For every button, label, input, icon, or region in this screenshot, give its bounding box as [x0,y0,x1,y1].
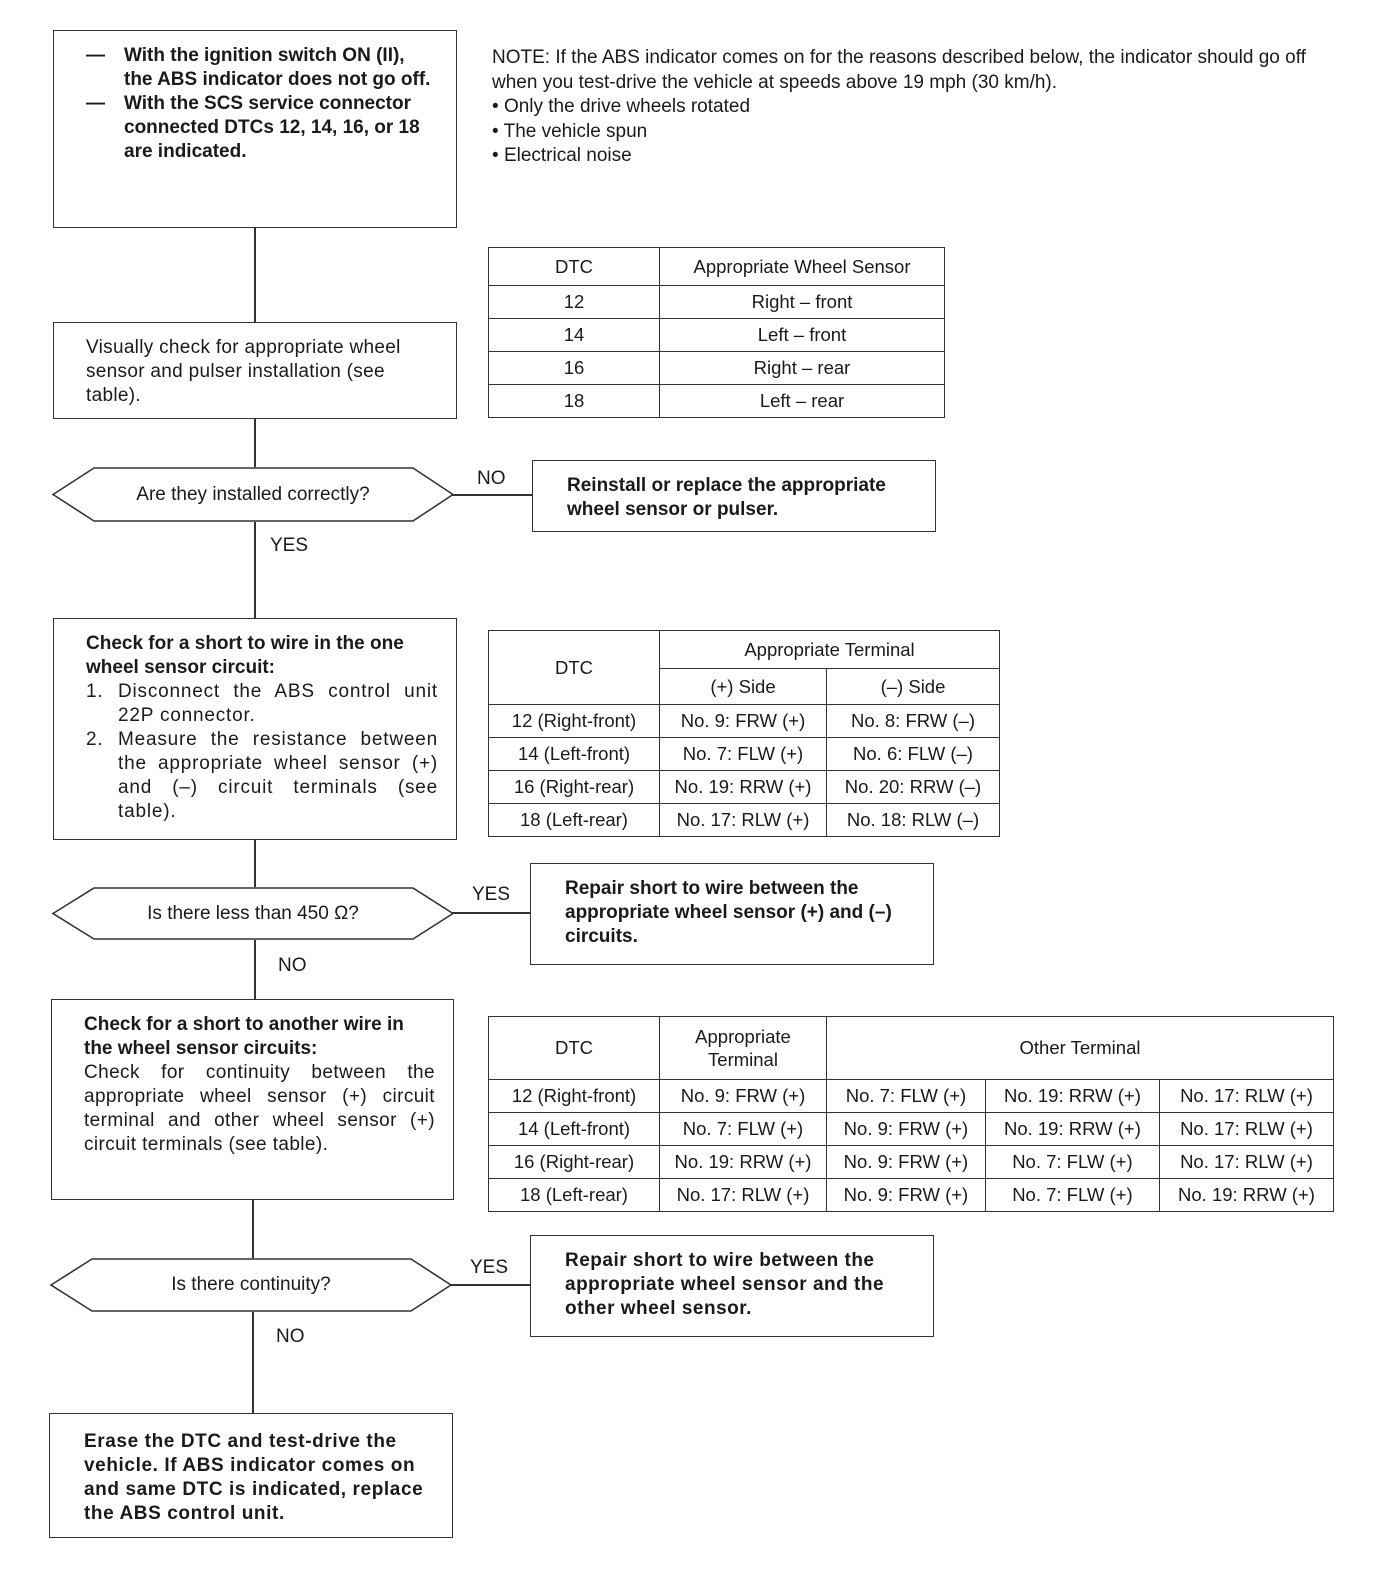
start-condition-box [53,30,457,228]
table2-cell: No. 18: RLW (–) [827,804,1000,837]
table3-cell: No. 19: RRW (+) [985,1113,1159,1146]
table3-cell: No. 7: FLW (+) [660,1113,827,1146]
repair-other-short-text: Repair short to wire between the appropriate wheel sensor and the other wheel sensor. [565,1250,885,1319]
note-block [492,46,1352,169]
table1-cell: Left – rear [660,385,945,418]
visual-check-text: Visually check for appropriate wheel sensor and pulser installation (see table). [86,337,401,406]
table3-header-terminal: Appropriate Terminal [660,1017,827,1080]
table3-header-other: Other Terminal [827,1017,1334,1080]
decision-resistance [52,887,454,940]
note-bullet: • Only the drive wheels rotated [492,95,1352,120]
connector-q2-yes [452,912,532,914]
table1-cell: Right – front [660,286,945,319]
table3-cell: No. 9: FRW (+) [827,1146,986,1179]
other-check-title: Check for a short to another wire in the wheel sensor circuits: [84,1014,404,1059]
other-terminal-table [488,1016,1334,1212]
terminal-table [488,630,1000,837]
table1-cell: 12 [489,286,660,319]
table1-header-sensor: Appropriate Wheel Sensor [660,248,945,286]
table3-cell: No. 7: FLW (+) [985,1179,1159,1212]
decision-installed-correctly [52,467,454,522]
other-check-text: Check for continuity between the appropriate wheel sensor (+) circuit terminal and other wheel sensor (+) circuit terminals (see table). [84,1062,435,1155]
table3-cell: 14 (Left-front) [489,1113,660,1146]
connector-q1-short [254,522,256,618]
repair-other-short-box [530,1235,934,1337]
table3-cell: No. 9: FRW (+) [660,1080,827,1113]
q2-yes-label: YES [472,884,511,905]
connector-visual-q1 [254,419,256,467]
q1-yes-label: YES [270,535,309,556]
table1-cell: 18 [489,385,660,418]
q3-no-label: NO [276,1326,305,1347]
connector-q3-end [252,1312,254,1413]
note-text: NOTE: If the ABS indicator comes on for the reasons described below, the indicator should go off when you test-drive the vehicle at speeds above 19 mph (30 km/h). [492,47,1306,93]
note-bullet: • Electrical noise [492,144,1352,169]
q1-no-label: NO [477,468,506,489]
connector-q1-no [452,494,532,496]
table2-cell: No. 20: RRW (–) [827,771,1000,804]
start-condition-item: — With the SCS service connector connected DTCs 12, 14, 16, or 18 are indicated. [86,92,438,164]
connector-q3-yes [450,1284,530,1286]
table3-cell: No. 7: FLW (+) [827,1080,986,1113]
repair-short-text: Repair short to wire between the appropriate wheel sensor (+) and (–) circuits. [565,878,892,947]
decision-text: Is there less than 450 Ω? [147,902,359,924]
table2-cell: 12 (Right-front) [489,705,660,738]
table1-cell: 14 [489,319,660,352]
table3-cell: No. 17: RLW (+) [1159,1080,1333,1113]
table2-cell: No. 9: FRW (+) [660,705,827,738]
table2-header-dtc: DTC [489,631,660,705]
other-check-box [51,999,454,1200]
table3-cell: No. 19: RRW (+) [660,1146,827,1179]
table3-cell: 16 (Right-rear) [489,1146,660,1179]
connector-short-q2 [254,840,256,887]
table2-cell: No. 8: FRW (–) [827,705,1000,738]
table2-cell: 14 (Left-front) [489,738,660,771]
note-bullet: • The vehicle spun [492,120,1352,145]
table3-cell: No. 17: RLW (+) [1159,1113,1333,1146]
table3-header-dtc: DTC [489,1017,660,1080]
table1-cell: Right – rear [660,352,945,385]
table3-cell: No. 17: RLW (+) [1159,1146,1333,1179]
table2-cell: 16 (Right-rear) [489,771,660,804]
table3-cell: 18 (Left-rear) [489,1179,660,1212]
visual-check-box [53,322,457,419]
table2-cell: 18 (Left-rear) [489,804,660,837]
table2-cell: No. 7: FLW (+) [660,738,827,771]
q3-yes-label: YES [470,1257,509,1278]
repair-short-box [530,863,934,965]
table1-header-dtc: DTC [489,248,660,286]
decision-text: Is there continuity? [171,1274,331,1295]
reinstall-action-box [532,460,936,532]
table3-cell: No. 7: FLW (+) [985,1146,1159,1179]
table2-header-terminal: Appropriate Terminal [660,631,1000,669]
table2-header-plus: (+) Side [660,669,827,705]
connector-other-q3 [252,1200,254,1258]
reinstall-action-text: Reinstall or replace the appropriate wheel sensor or pulser. [567,475,886,520]
wheel-sensor-table [488,247,945,418]
short-check-step: 1. Disconnect the ABS control unit 22P connector. [86,680,438,728]
short-check-box [53,618,457,840]
table3-cell: No. 17: RLW (+) [660,1179,827,1212]
table3-cell: No. 9: FRW (+) [827,1179,986,1212]
decision-text: Are they installed correctly? [136,483,370,505]
q2-no-label: NO [278,955,307,976]
table1-cell: 16 [489,352,660,385]
short-check-title: Check for a short to wire in the one wheel sensor circuit: [86,633,404,678]
table2-cell: No. 17: RLW (+) [660,804,827,837]
table2-header-minus: (–) Side [827,669,1000,705]
table3-cell: No. 9: FRW (+) [827,1113,986,1146]
table3-cell: 12 (Right-front) [489,1080,660,1113]
table2-cell: No. 6: FLW (–) [827,738,1000,771]
start-condition-item: — With the ignition switch ON (II), the ABS indicator does not go off. [86,44,438,92]
table2-cell: No. 19: RRW (+) [660,771,827,804]
table3-cell: No. 19: RRW (+) [985,1080,1159,1113]
short-check-step: 2. Measure the resistance between the appropriate wheel sensor (+) and (–) circuit terminals (see table). [86,728,438,824]
final-action-box [49,1413,453,1538]
connector-q2-other [254,940,256,999]
decision-continuity [50,1258,452,1312]
table1-cell: Left – front [660,319,945,352]
final-action-text: Erase the DTC and test-drive the vehicle. If ABS indicator comes on and same DTC is indicated, replace the ABS control unit. [84,1431,424,1524]
table3-cell: No. 19: RRW (+) [1159,1179,1333,1212]
